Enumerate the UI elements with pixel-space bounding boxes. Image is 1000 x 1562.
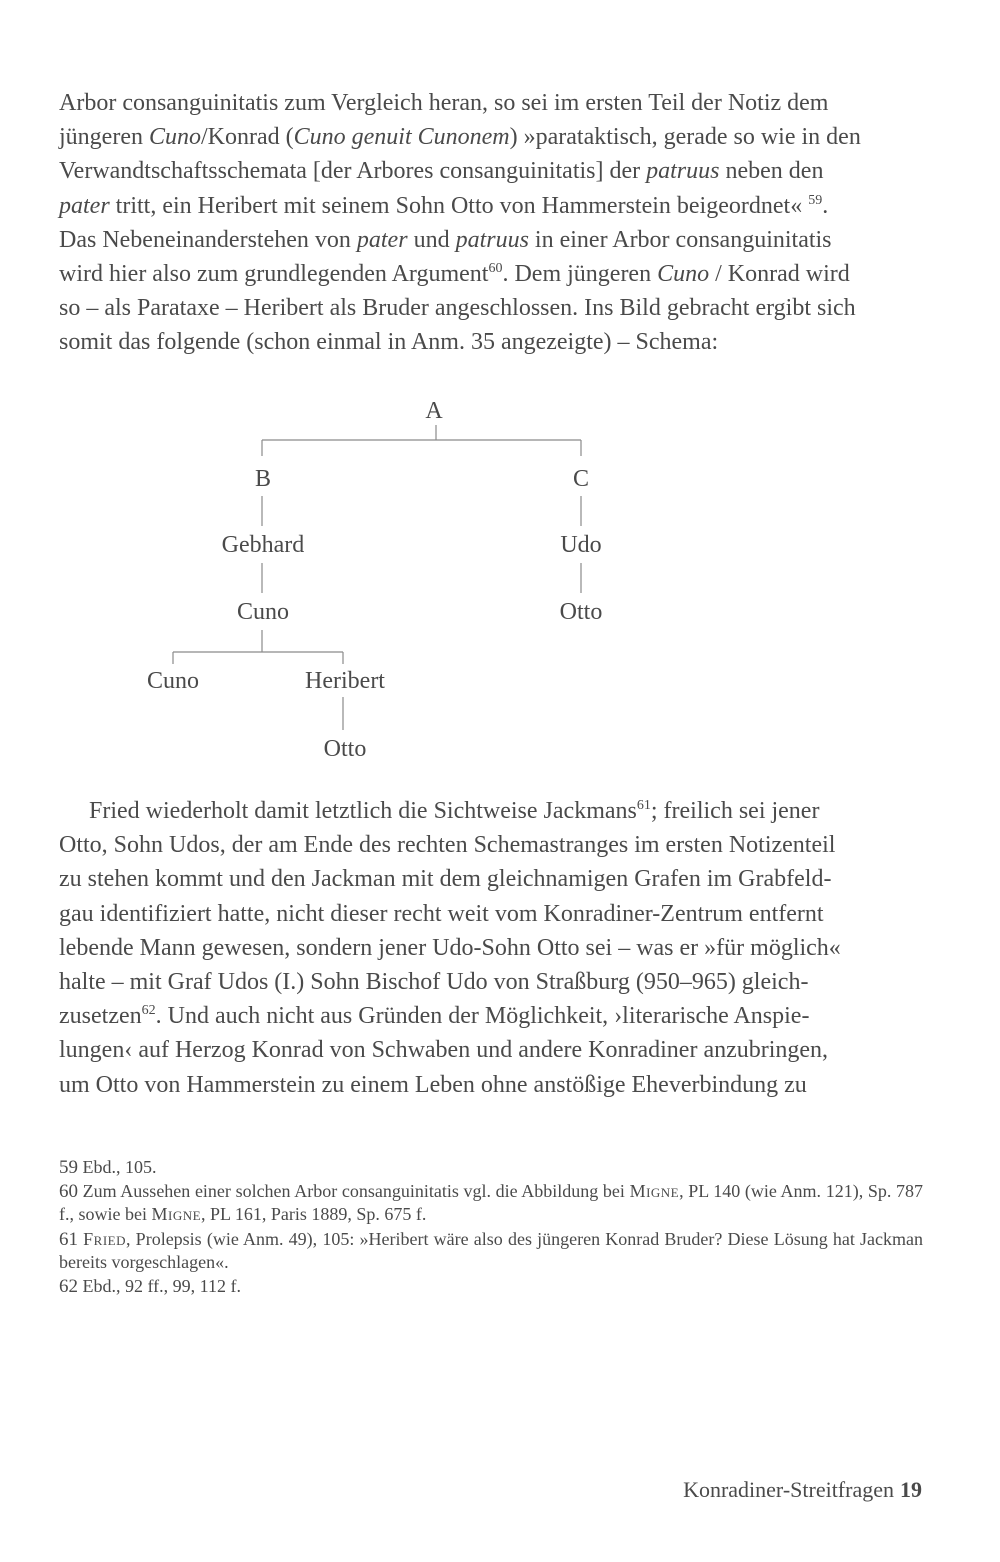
node-cuno-child: Cuno (146, 668, 200, 694)
footnote-ref-59[interactable]: 59 (808, 192, 823, 208)
text-line: um Otto von Hammerstein zu einem Leben ohne anstößige Eheverbindung zu (59, 1071, 807, 1098)
node-otto-bottom: Otto (323, 736, 367, 762)
page-footer (683, 1477, 922, 1503)
text-line: Otto, Sohn Udos, der am Ende des rechten Schemastranges im ersten Notizenteil (59, 832, 836, 859)
text-line: somit das folgende (schon einmal in Anm. 35 angezeigte) – Schema: (59, 329, 719, 356)
running-title: Konradiner-Streitfragen (683, 1477, 894, 1502)
footnote-number: 62 (59, 1276, 78, 1298)
footnote-number: 60 (59, 1181, 78, 1203)
footnote-ref-62[interactable]: 62 (141, 1003, 156, 1019)
text-line: Arbor consanguinitatis zum Vergleich heran, so sei im ersten Teil der Notiz dem (59, 90, 829, 116)
footnote-number: 61 (59, 1228, 78, 1250)
node-c: C (572, 466, 590, 492)
footnote-59: 59 Ebd., 105. (59, 1157, 157, 1178)
footnote-61: 61 Fried, Prolepsis (wie Anm. 49), 105: »Heribert wäre also des jüngeren Konrad Bruder? Diese Lösung hat Jackman bereits vorgeschlagen«. (59, 1228, 924, 1272)
node-b: B (254, 466, 272, 492)
text-line: jüngeren Cuno/Konrad (Cuno genuit Cunonem) »parataktisch, gerade so wie in den (59, 124, 861, 151)
text-line: so – als Parataxe – Heribert als Bruder angeschlossen. Ins Bild gebracht ergibt sich (59, 295, 856, 322)
footnote-60: 60 Zum Aussehen einer solchen Arbor consanguinitatis vgl. die Abbildung bei Migne, PL 140 (wie Anm. 121), Sp. 787 f., sowie bei Migne, PL 161, Paris 1889, Sp. 675 f. (59, 1181, 923, 1225)
text-line: halte – mit Graf Udos (I.) Sohn Bischof Udo von Straßburg (950–965) gleich- (59, 969, 809, 996)
node-heribert: Heribert (305, 668, 385, 694)
footnote-62: 62 Ebd., 92 ff., 99, 112 f. (59, 1276, 241, 1298)
node-cuno-parent: Cuno (236, 599, 290, 625)
node-otto-right: Otto (559, 599, 603, 625)
node-a: A (425, 398, 443, 424)
footnote-ref-61[interactable]: 61 (636, 798, 651, 813)
page-number: 19 (900, 1477, 922, 1502)
text-line: Fried wiederholt damit letztlich die Sichtweise Jackmans$^{61}$; freilich sei jener (89, 798, 820, 824)
text-line: lebende Mann gewesen, sondern jener Udo-Sohn Otto sei – was er »für möglich« (59, 934, 841, 961)
text-line: wird hier also zum grundlegenden Argument$^{60}$. Dem jüngeren Cuno / Konrad wird (59, 261, 850, 288)
text-line: lungen‹ auf Herzog Konrad von Schwaben und andere Konradiner anzubringen, (59, 1037, 829, 1064)
node-udo: Udo (560, 532, 602, 558)
text-line: zusetzen$^{62}$. Und auch nicht aus Gründen der Möglichkeit, ›literarische Anspie- (59, 1003, 810, 1030)
text-line: zu stehen kommt und den Jackman mit dem gleichnamigen Grafen im Grabfeld- (59, 866, 832, 893)
text-line: Verwandtschaftsschemata [der Arbores consanguinitatis] der patruus neben den (59, 158, 824, 185)
footnote-number: 59 (59, 1157, 78, 1178)
paragraph-2 (59, 794, 923, 1102)
footnotes (59, 1156, 923, 1299)
text-line: pater tritt, ein Heribert mit seinem Sohn Otto von Hammerstein beigeordnet« $^{59}$. (59, 192, 829, 219)
text-line: Das Nebeneinanderstehen von pater und patruus in einer Arbor consanguinitatis (59, 226, 832, 253)
text-line: gau identifiziert hatte, nicht dieser recht weit vom Konradiner-Zentrum entfernt (59, 900, 824, 927)
node-gebhard: Gebhard (221, 532, 305, 558)
footnote-ref-60[interactable]: 60 (488, 261, 503, 277)
paragraph-1 (59, 86, 923, 360)
